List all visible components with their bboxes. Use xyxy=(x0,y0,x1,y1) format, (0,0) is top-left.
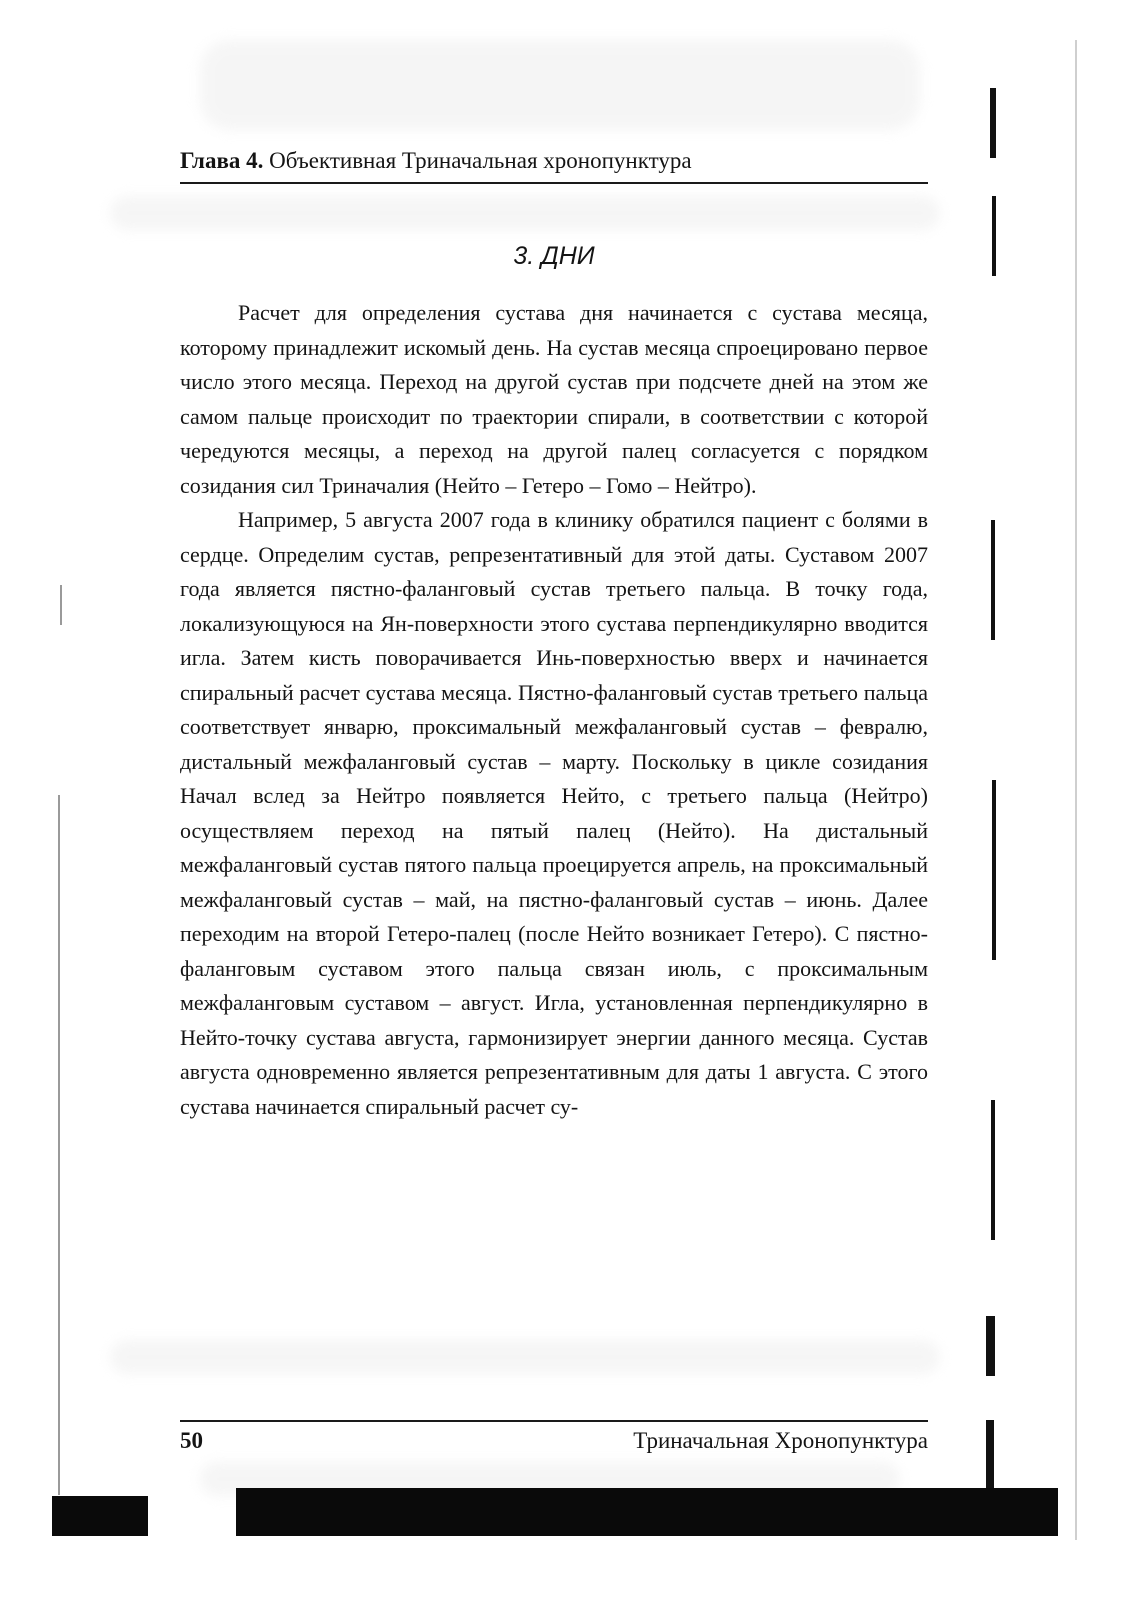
scan-noise-upper xyxy=(110,196,940,230)
scan-edge-mark xyxy=(986,1420,994,1490)
running-head xyxy=(180,146,928,184)
page-footer xyxy=(180,1420,928,1456)
scan-edge-mark xyxy=(992,780,996,960)
scan-noise-top xyxy=(200,40,920,130)
scan-bottom-band xyxy=(52,1496,148,1536)
scan-left-mark xyxy=(60,585,62,625)
scan-edge-mark xyxy=(991,520,995,640)
chapter-number: Глава 4. xyxy=(180,148,264,173)
scan-noise-lower xyxy=(110,1340,940,1374)
body-text xyxy=(180,296,928,1124)
paragraph: Например, 5 августа 2007 года в клинику обратился пациент с болями в сердце. Определим сустав, репрезентативный для этой даты. Суставом 2007 года является пястно-фаланговый сустав третьего пальца. В точку года, локализующуюся на Ян-поверхности этого сустава перпендикулярно вводится игла. Затем кисть поворачивается Инь-поверхностью вверх и начинается спиральный расчет сустава месяца. Пястно-фаланговый сустав третьего пальца соответствует январю, проксимальный межфаланговый сустав – февралю, дистальный межфаланговый сустав – марту. Поскольку в цикле созидания Начал вслед за Нейтро появляется Нейто, с третьего пальца (Нейтро) осуществляем переход на пятый палец (Нейто). На дистальный межфаланговый сустав пятого пальца проецируется апрель, на проксимальный межфаланговый сустав – май, на пястно-фаланговый сустав – июнь. Далее переходим на второй Гетеро-палец (после Нейто возникает Гетеро). С пястно-фаланговым суставом этого пальца связан июль, с проксимальным межфаланговым суставом – август. Игла, установленная перпендикулярно в Нейто-точку сустава августа, гармонизирует энергии данного месяца. Сустав августа одновременно является репрезентативным для даты 1 августа. С этого сустава начинается спиральный расчет су- xyxy=(180,507,928,1119)
paragraph: Расчет для определения сустава дня начинается с сустава месяца, которому принадлежит искомый день. На сустав месяца спроецировано первое число этого месяца. Переход на другой сустав при подсчете дней на этом же самом пальце происходит по траектории спирали, в соответствии с которой чередуются месяцы, а переход на другой палец согласуется с порядком созидания сил Триначалия (Нейто – Гетеро – Гомо – Нейтро). xyxy=(180,300,928,498)
chapter-title: Объективная Триначальная хронопунктура xyxy=(269,148,692,173)
scan-edge-mark xyxy=(992,196,996,276)
scan-edge-mark xyxy=(990,88,996,158)
section-title: 3. ДНИ xyxy=(513,242,595,270)
page-number: 50 xyxy=(180,1428,203,1453)
scan-edge-mark xyxy=(991,1100,995,1240)
scan-edge-mark xyxy=(986,1316,995,1376)
page-right-edge xyxy=(1075,40,1077,1540)
scan-bottom-band xyxy=(236,1488,1058,1536)
book-title: Триначальная Хронопунктура xyxy=(633,1428,928,1453)
scan-left-mark xyxy=(58,795,60,1495)
